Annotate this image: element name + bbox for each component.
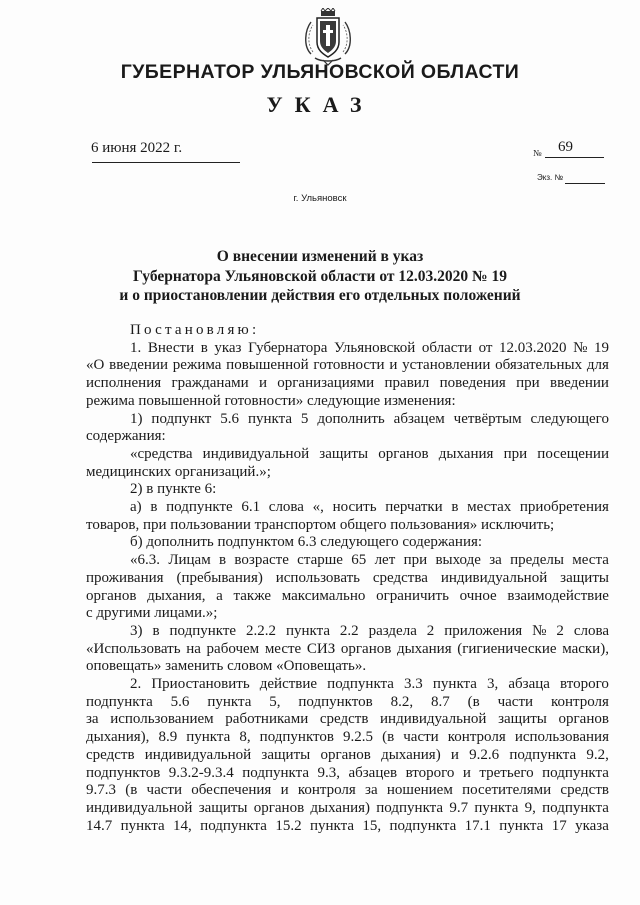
body-line: дыхания), 8.9 пункта 8, подпунктов 9.2.5 (в части контроля использования [86,729,609,746]
date-underline [92,162,240,163]
coat-of-arms-emblem-icon [303,8,353,66]
document-number: 69 [558,139,573,155]
number-label: № [533,148,542,158]
body-line: «6.3. Лицам в возрасте старше 65 лет при выходе за пределы места [130,552,609,569]
body-line: средств индивидуальной защиты органов дыхания) и 9.2.6 подпункта 9.2, [86,746,609,763]
body-line: органов дыхания, а также максимально ограничить очное взаимодействие [86,587,609,604]
body-line: подпункта 5.6 пункта 5, подпунктов 8.2, 8.7 (в части контроля [86,693,609,710]
body-line: Постановляю: [130,322,260,338]
city: г. Ульяновск [293,193,347,204]
body-line: 2) в пункте 6: [130,481,217,498]
body-line: содержания: [86,428,166,445]
body-line: за использованием работниками средств индивидуальной защиты органов [86,711,609,728]
body-line: «Использовать на рабочем месте СИЗ органов дыхания (гигиенические маски), [86,640,609,657]
body-line: индивидуальной защиты органов дыхания) подпункта 9.7 пункта 9, подпункта [86,799,609,816]
body-line: 9.7.3 (в части обеспечения и контроля за ношением посетителями средств [86,782,609,799]
body-line: исполнения гражданами и организациями правил поведения при введении [86,375,609,392]
body-line: подпунктов 9.3.2-9.3.4 подпункта 9.3, абзацев второго и третьего подпункта [86,764,609,781]
title-line: О внесении изменений в указ [216,248,424,265]
body-line: 1) подпункт 5.6 пункта 5 дополнить абзацем четвёртым следующего [130,410,609,427]
body-line: а) в подпункте 6.1 слова «, носить перчатки в местах приобретения [130,499,609,516]
body-line: оповещать» заменить словом «Оповещать». [86,658,367,675]
body-line: проживания (пребывания) использовать средства индивидуальной защиты [86,569,609,586]
document-date: 6 июня 2022 г. [91,140,183,156]
title-line: Губернатора Ульяновской области от 12.03.2020 № 19 [133,267,507,285]
title-line: и о приостановлении действия его отдельных положений [119,287,521,304]
body-line: товаров, при пользовании транспортом общего пользования» исключить; [86,516,555,533]
body-line: 14.7 пункта 14, подпункта 15.2 пункта 15, подпункта 17.1 пункта 17 указа [86,817,609,834]
body-line: 2. Приостановить действие подпункта 3.3 пункта 3, абзаца второго [130,676,609,693]
number-underline [545,157,604,158]
body-line: медицинских организаций.»; [86,463,271,480]
document-body [86,322,609,835]
body-line: 1. Внести в указ Губернатора Ульяновской области от 12.03.2020 № 19 [130,339,609,356]
document-title [0,247,640,306]
copy-number-underline [565,183,605,184]
copy-number-label: Экз. № [537,173,564,182]
body-line: режима повышенной готовности» следующие изменения: [86,392,456,409]
issuing-authority: ГУБЕРНАТОР УЛЬЯНОВСКОЙ ОБЛАСТИ [120,61,520,83]
body-line: «О введении режима повышенной готовности и установлении обязательных для [86,357,609,374]
document-type: УКАЗ [266,92,374,117]
body-line: б) дополнить подпунктом 6.3 следующего содержания: [130,534,483,551]
body-line: 3) в подпункте 2.2.2 пункта 2.2 раздела 2 приложения № 2 слова [130,622,609,639]
body-line: «средства индивидуальной защиты органов дыхания при посещении [130,445,609,462]
body-line: с другими лицами.»; [86,605,218,622]
